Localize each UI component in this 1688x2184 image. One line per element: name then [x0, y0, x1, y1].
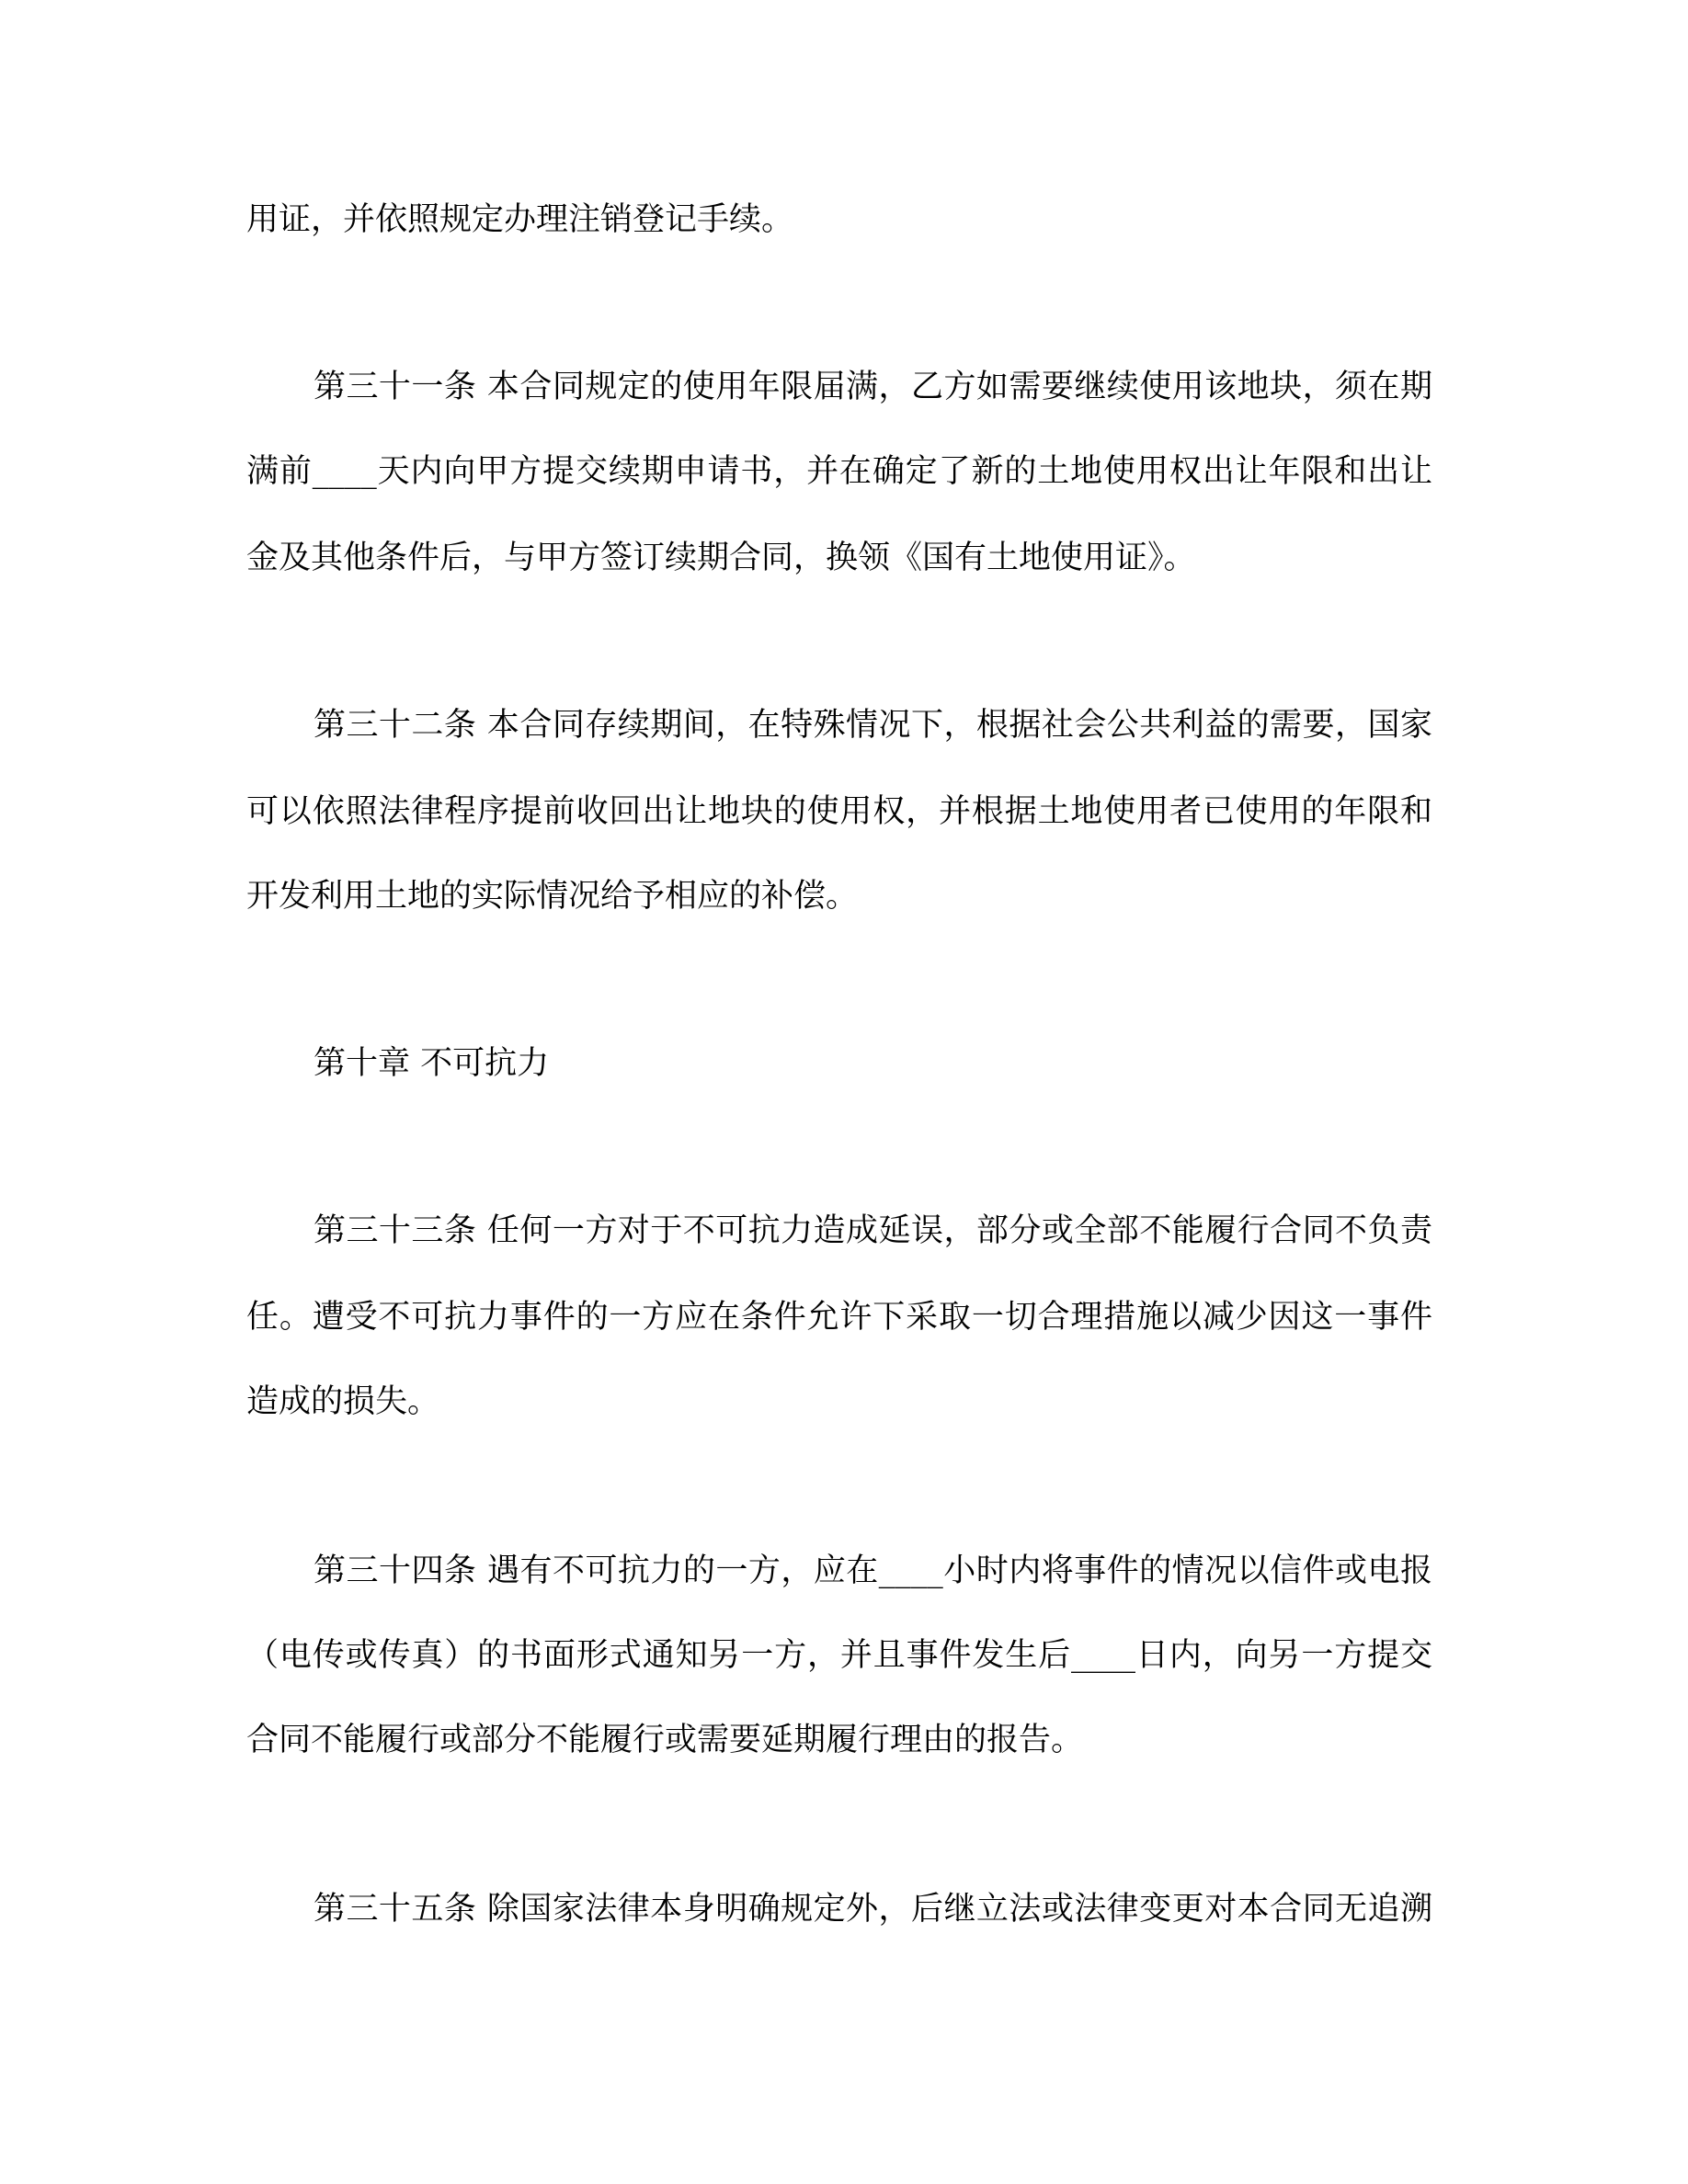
text-line-10: 任。遭受不可抗力事件的一方应在条件允许下采取一切合理措施以减少因这一事件 — [246, 1299, 1432, 1336]
text-line-4: 金及其他条件后，与甲方签订续期合同，换领《国有土地使用证》。 — [246, 540, 1196, 576]
text-line-9: 第三十三条 任何一方对于不可抗力造成延误，部分或全部不能履行合同不负责 — [314, 1212, 1432, 1249]
text-line-12: 第三十四条 遇有不可抗力的一方，应在____小时内将事件的情况以信件或电报 — [314, 1553, 1432, 1589]
text-line-5: 第三十二条 本合同存续期间，在特殊情况下，根据社会公共利益的需要，国家 — [314, 707, 1432, 744]
text-line-15: 第三十五条 除国家法律本身明确规定外，后继立法或法律变更对本合同无追溯 — [314, 1891, 1432, 1928]
text-line-3: 满前____天内向甲方提交续期申请书，并在确定了新的土地使用权出让年限和出让 — [246, 453, 1432, 490]
text-line-11: 造成的损失。 — [246, 1383, 440, 1420]
text-line-7: 开发利用土地的实际情况给予相应的补偿。 — [246, 878, 859, 915]
text-line-13: （电传或传真）的书面形式通知另一方，并且事件发生后____日内，向另一方提交 — [246, 1637, 1432, 1674]
text-line-1: 用证，并依照规定办理注销登记手续。 — [246, 201, 794, 238]
text-line-14: 合同不能履行或部分不能履行或需要延期履行理由的报告。 — [246, 1722, 1084, 1758]
text-line-6: 可以依照法律程序提前收回出让地块的使用权，并根据土地使用者已使用的年限和 — [246, 793, 1432, 830]
chapter-heading: 第十章 不可抗力 — [314, 1045, 550, 1082]
text-line-2: 第三十一条 本合同规定的使用年限届满，乙方如需要继续使用该地块，须在期 — [314, 369, 1432, 405]
